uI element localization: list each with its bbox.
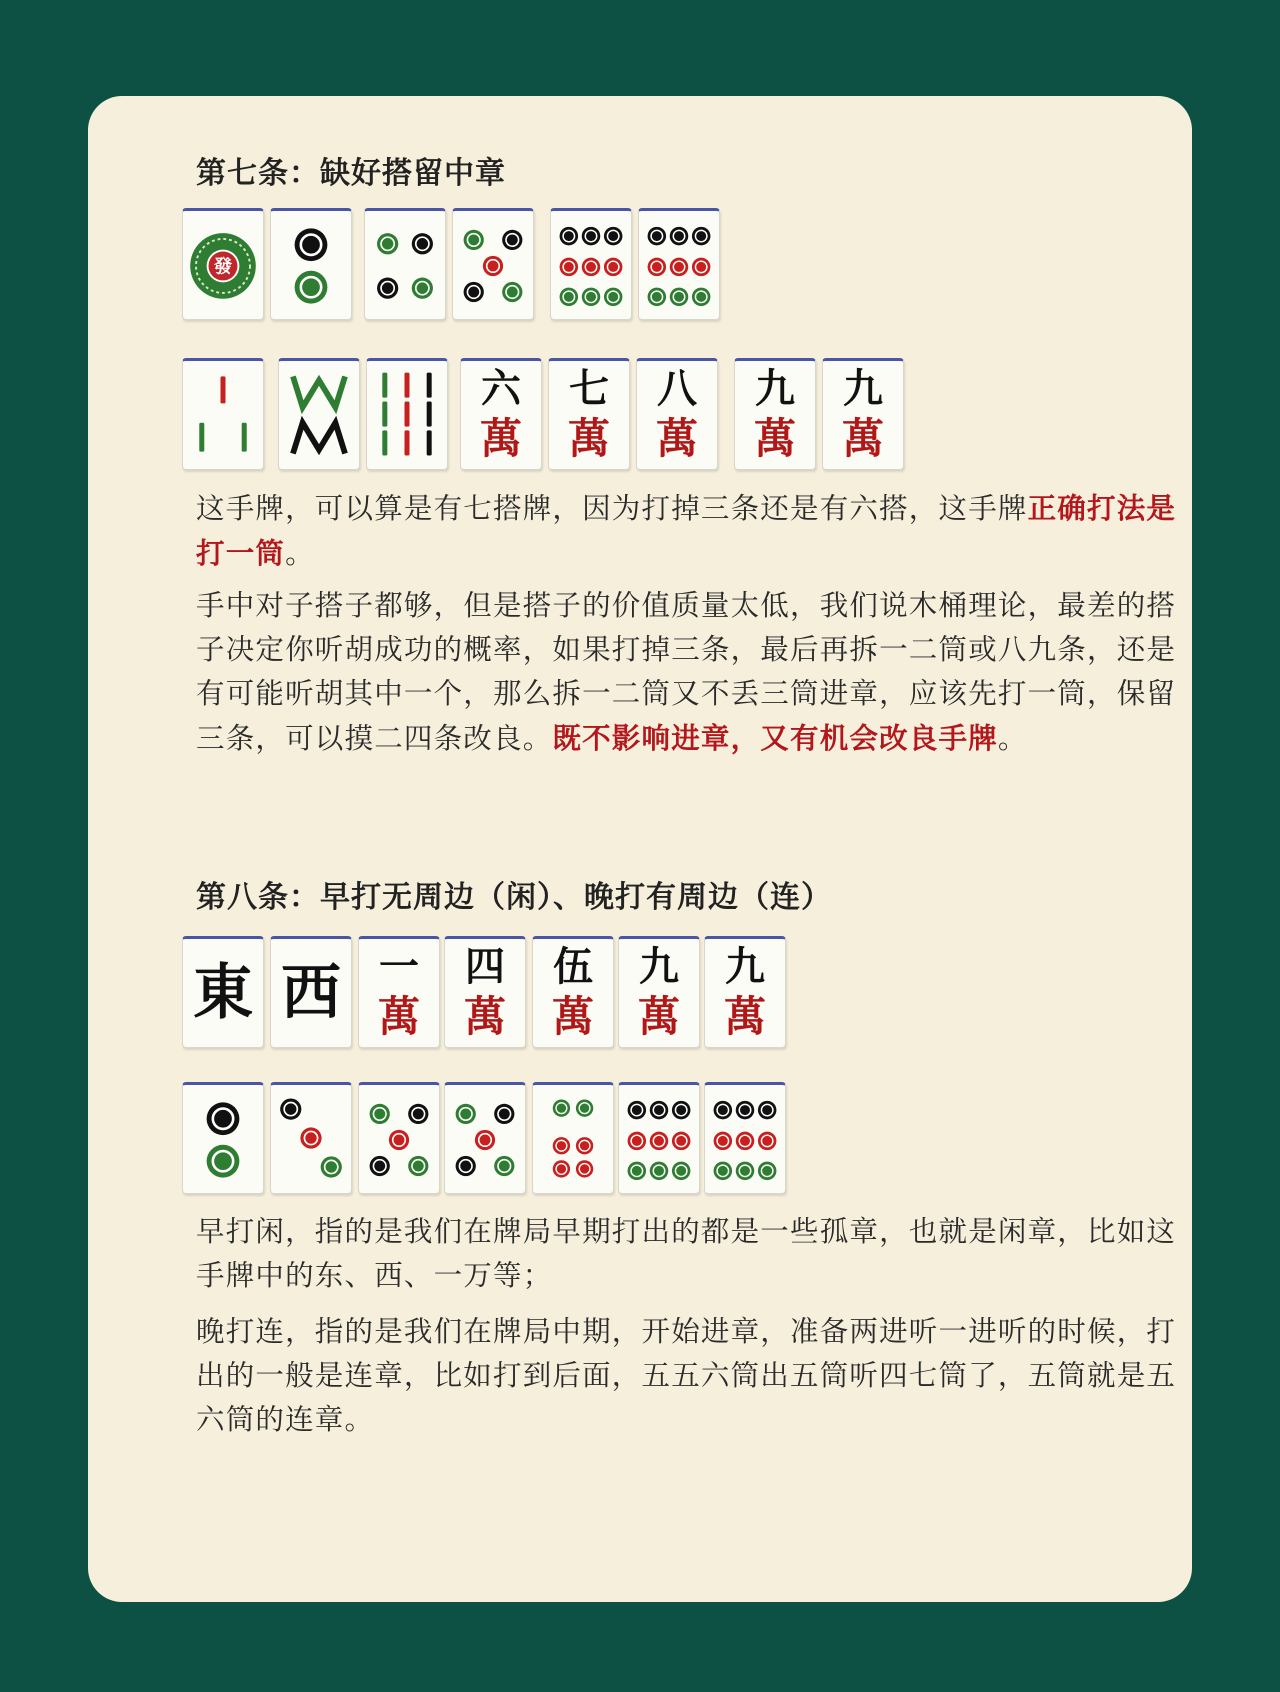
tile-honor-glyph: 西	[281, 958, 341, 1028]
bamboo-stick	[199, 423, 204, 452]
tile-circles-5	[444, 1082, 526, 1194]
section-7-heading: 第七条：缺好搭留中章	[196, 156, 506, 191]
circle-pip	[412, 233, 433, 254]
circle-pip	[714, 1132, 733, 1151]
circle-pip	[670, 258, 689, 277]
tile-suit-glyph: 萬	[753, 414, 796, 463]
tile-face	[639, 211, 719, 319]
tile-character-6	[460, 358, 542, 470]
bamboo-stick	[242, 423, 247, 452]
tile-face	[271, 1085, 351, 1193]
circle-pip	[672, 1101, 691, 1120]
tile-suit-glyph: 萬	[723, 992, 766, 1041]
tile-circles-4	[364, 208, 446, 320]
circle-pip	[576, 1137, 593, 1154]
tile-bamboo-9	[366, 358, 448, 470]
circle-pip	[321, 1156, 342, 1177]
circle-pip	[389, 1130, 409, 1150]
circle-pip	[714, 1101, 733, 1120]
tile-character-4	[444, 936, 526, 1048]
circle-pip	[483, 256, 503, 276]
tile-suit-glyph: 萬	[637, 992, 680, 1041]
circle-pip	[560, 288, 579, 307]
tile-face	[705, 1085, 785, 1193]
tile-circles-6	[532, 1082, 614, 1194]
tile-east-wind	[182, 936, 264, 1048]
tile-face	[359, 1085, 439, 1193]
tile-suit-glyph: 萬	[479, 414, 522, 463]
circle-pip	[295, 271, 328, 304]
circle-pip	[692, 258, 711, 277]
circle-pip	[456, 1156, 476, 1176]
tile-face	[279, 361, 359, 469]
circle-pip	[736, 1132, 755, 1151]
bamboo-stick	[220, 376, 225, 403]
circle-pip	[553, 1099, 570, 1116]
tile-number-glyph: 八	[657, 365, 697, 412]
tile-face	[183, 361, 263, 469]
tile-face	[619, 1085, 699, 1193]
tile-character-9	[822, 358, 904, 470]
tile-suit-glyph: 萬	[463, 992, 506, 1041]
tile-character-8	[636, 358, 718, 470]
bamboo-pattern	[293, 376, 345, 453]
section-8-heading: 第八条：早打无周边（闲）、晚打有周边（连）	[196, 880, 832, 915]
section-7-paragraph-1	[196, 486, 1186, 576]
tile-circles-5	[358, 1082, 440, 1194]
paragraph-text: 这手牌，可以算是有七搭牌，因为打掉三条还是有六搭，这手牌	[196, 492, 1028, 525]
tile-character-9	[704, 936, 786, 1048]
circle-pip	[628, 1132, 647, 1151]
circle-pip	[648, 288, 667, 307]
tile-face	[271, 211, 351, 319]
tile-circles-2	[270, 208, 352, 320]
section-8-paragraph-1: 早打闲，指的是我们在牌局早期打出的都是一些孤章，也就是闲章，比如这手牌中的东、西、一万等；	[196, 1215, 1177, 1292]
circle-pip	[758, 1132, 777, 1151]
circle-pip	[672, 1162, 691, 1181]
circle-pip	[648, 258, 667, 277]
bamboo-stick	[382, 402, 387, 427]
tile-face	[365, 211, 445, 319]
circle-pip	[464, 230, 484, 250]
circle-pip	[408, 1104, 428, 1124]
circle-pip	[692, 227, 711, 246]
tile-face	[533, 1085, 613, 1193]
tile-character-1	[358, 936, 440, 1048]
circle-pip	[576, 1099, 593, 1116]
circle-pip	[628, 1101, 647, 1120]
tile-number-glyph: 四	[465, 943, 505, 990]
circle-pip	[650, 1162, 669, 1181]
tile-face	[551, 211, 631, 319]
circle-pip	[412, 278, 433, 299]
tile-character-5	[532, 936, 614, 1048]
section-7-tile-row-2	[88, 358, 1192, 478]
tile-face	[367, 361, 447, 469]
paragraph-text: 手中对子搭子都够，但是搭子的价值质量太低，我们说木桶理论，最差的搭子决定你听胡成功的概率，如果打掉三条，最后再拆一二筒或八九条，还是有可能听胡其中一个，那么拆一二筒又不丢三筒进章，应该先打一筒，保留三条，可以摸二四条改良。	[196, 589, 1177, 755]
circle-pip	[714, 1162, 733, 1181]
circle-pip	[648, 227, 667, 246]
circle-pip	[456, 1104, 476, 1124]
circle-pip	[502, 230, 522, 250]
tile-circles-9	[618, 1082, 700, 1194]
tile-character-9	[734, 358, 816, 470]
tile-face	[445, 1085, 525, 1193]
tile-number-glyph: 六	[481, 365, 521, 412]
circle-pip	[370, 1156, 390, 1176]
tile-green-dragon	[182, 208, 264, 320]
circle-pip	[672, 1132, 691, 1151]
tile-number-glyph: 九	[843, 365, 883, 412]
circle-pip	[670, 288, 689, 307]
bamboo-stick	[404, 402, 409, 427]
circle-pip	[560, 258, 579, 277]
bamboo-stick	[382, 430, 387, 455]
tile-number-glyph: 伍	[553, 943, 593, 990]
circle-pip	[736, 1162, 755, 1181]
circle-pip	[377, 233, 398, 254]
tile-number-glyph: 九	[639, 943, 679, 990]
tile-bamboo-3	[182, 358, 264, 470]
tile-character-7	[548, 358, 630, 470]
circle-pip	[553, 1137, 570, 1154]
circle-pip	[464, 282, 484, 302]
bamboo-stick	[404, 373, 409, 398]
tile-circles-9	[638, 208, 720, 320]
highlight-text: 正确打法是打一筒	[196, 491, 1177, 570]
tile-circles-2	[182, 1082, 264, 1194]
bamboo-stick	[427, 373, 432, 398]
tile-face	[453, 211, 533, 319]
circle-pip	[370, 1104, 390, 1124]
tile-number-glyph: 九	[725, 943, 765, 990]
svg-text:發: 發	[213, 256, 233, 278]
circle-pip	[736, 1101, 755, 1120]
bamboo-stick	[427, 402, 432, 427]
bamboo-stick	[404, 430, 409, 455]
tile-face	[183, 211, 263, 319]
tile-number-glyph: 九	[755, 365, 795, 412]
section-7-paragraph-2	[196, 584, 1186, 761]
tile-suit-glyph: 萬	[551, 992, 594, 1041]
circle-pip	[560, 227, 579, 246]
tile-circles-5	[452, 208, 534, 320]
highlight-text: 既不影响进章，又有机会改良手牌	[552, 721, 998, 755]
section-8-tile-row-2	[88, 1082, 1192, 1202]
circle-pip	[280, 1099, 301, 1120]
circle-pip	[650, 1101, 669, 1120]
circle-pip	[207, 1145, 240, 1178]
paragraph-text: 。	[285, 537, 315, 570]
circle-pip	[692, 288, 711, 307]
tile-suit-glyph: 萬	[377, 992, 420, 1041]
circle-pip	[553, 1160, 570, 1177]
circle-pip	[650, 1132, 669, 1151]
circle-pip	[670, 227, 689, 246]
circle-pip	[408, 1156, 428, 1176]
section-7-tile-row-1	[88, 208, 1192, 328]
green-dragon-icon	[190, 233, 256, 299]
tile-bamboo-8	[278, 358, 360, 470]
circle-pip	[207, 1102, 240, 1135]
section-8-tile-row-1	[88, 936, 1192, 1056]
tile-suit-glyph: 萬	[567, 414, 610, 463]
tile-honor-glyph: 東	[193, 958, 253, 1028]
circle-pip	[604, 258, 623, 277]
circle-pip	[604, 288, 623, 307]
paragraph-text: 。	[997, 722, 1028, 755]
tile-circles-3	[270, 1082, 352, 1194]
circle-pip	[758, 1162, 777, 1181]
circle-pip	[758, 1101, 777, 1120]
tile-character-9	[618, 936, 700, 1048]
circle-pip	[494, 1156, 514, 1176]
circle-pip	[502, 282, 522, 302]
circle-pip	[582, 227, 601, 246]
circle-pip	[377, 278, 398, 299]
circle-pip	[604, 227, 623, 246]
bamboo-stick	[382, 373, 387, 398]
circle-pip	[628, 1162, 647, 1181]
tile-suit-glyph: 萬	[841, 414, 884, 463]
tile-face	[183, 1085, 263, 1193]
bamboo-stick	[427, 430, 432, 455]
tile-suit-glyph: 萬	[655, 414, 698, 463]
tile-circles-9	[550, 208, 632, 320]
tile-west-wind	[270, 936, 352, 1048]
tile-number-glyph: 七	[569, 365, 609, 412]
circle-pip	[582, 258, 601, 277]
tile-circles-9	[704, 1082, 786, 1194]
circle-pip	[494, 1104, 514, 1124]
tile-number-glyph: 一	[379, 943, 419, 990]
section-8-paragraph-2: 晚打连，指的是我们在牌局中期，开始进章，准备两进听一进听的时候，打出的一般是连章，比如打到后面，五五六筒出五筒听四七筒了，五筒就是五六筒的连章。	[196, 1315, 1177, 1436]
circle-pip	[576, 1160, 593, 1177]
circle-pip	[475, 1130, 495, 1150]
circle-pip	[295, 228, 328, 261]
content-card	[88, 96, 1192, 1602]
circle-pip	[300, 1127, 321, 1148]
circle-pip	[582, 288, 601, 307]
